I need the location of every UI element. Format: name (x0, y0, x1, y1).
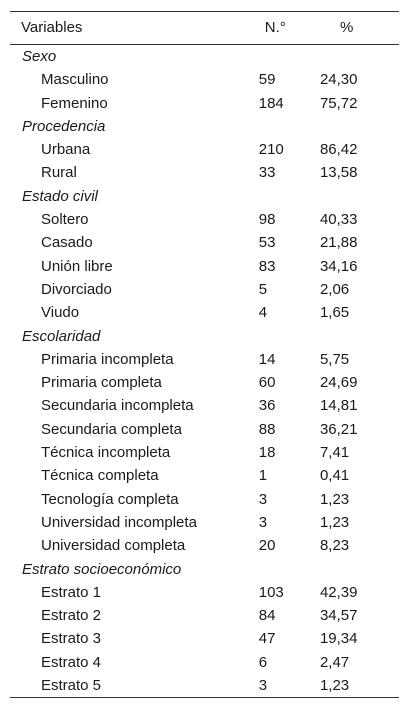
row-percent: 42,39 (319, 583, 358, 601)
row-count: 59 (258, 71, 276, 89)
group-label: Procedencia (22, 117, 106, 135)
row-label: Urbana (41, 141, 91, 159)
row-percent: 34,57 (319, 607, 358, 625)
table-row (10, 348, 399, 371)
table-row (10, 138, 399, 161)
group-header-row (10, 558, 399, 581)
row-count: 14 (258, 350, 276, 368)
row-percent: 1,23 (319, 513, 350, 531)
table-row (10, 278, 399, 301)
row-percent: 13,58 (319, 164, 358, 182)
row-percent: 2,06 (319, 280, 350, 298)
row-percent: 21,88 (319, 234, 358, 252)
row-label: Universidad completa (41, 537, 186, 555)
row-label: Casado (41, 234, 93, 252)
row-percent: 40,33 (319, 211, 358, 229)
group-header-row (10, 45, 399, 69)
table-row (10, 534, 399, 557)
row-label: Soltero (41, 211, 89, 229)
header-n: N.° (259, 12, 320, 45)
row-label: Técnica completa (41, 467, 159, 485)
row-label: Femenino (41, 94, 108, 112)
row-count: 98 (258, 211, 276, 229)
table-row (10, 464, 399, 487)
row-percent: 5,75 (319, 350, 350, 368)
row-percent: 34,16 (319, 257, 358, 275)
row-label: Estrato 3 (41, 630, 102, 648)
row-percent: 75,72 (319, 94, 358, 112)
row-label: Rural (41, 164, 77, 182)
demographics-table (10, 11, 399, 698)
row-percent: 1,65 (319, 304, 350, 322)
row-count: 47 (258, 630, 276, 648)
row-label: Secundaria incompleta (41, 397, 194, 415)
row-percent: 1,23 (320, 674, 399, 698)
table-row (10, 301, 399, 324)
table-row (10, 255, 399, 278)
row-percent: 0,41 (319, 467, 350, 485)
row-percent: 19,34 (319, 630, 358, 648)
row-count: 1 (258, 467, 268, 485)
row-percent: 14,81 (319, 397, 358, 415)
row-label: Masculino (41, 71, 109, 89)
row-label: Tecnología completa (41, 490, 179, 508)
row-count: 3 (259, 674, 320, 698)
table-row (10, 604, 399, 627)
table-row (10, 674, 399, 698)
table-row (10, 441, 399, 464)
row-label: Estrato 1 (41, 583, 102, 601)
row-count: 18 (258, 444, 276, 462)
table-row (10, 511, 399, 534)
row-count: 33 (258, 164, 276, 182)
row-percent: 24,30 (319, 71, 358, 89)
table-row (10, 92, 399, 115)
row-count: 60 (258, 374, 276, 392)
table-row (10, 581, 399, 604)
row-percent: 7,41 (319, 444, 350, 462)
row-count: 20 (258, 537, 276, 555)
row-count: 6 (258, 653, 268, 671)
table-row (10, 394, 399, 417)
row-percent: 86,42 (319, 141, 358, 159)
group-label: Estado civil (22, 187, 98, 205)
table-header-row (10, 12, 399, 45)
table-body (10, 45, 399, 698)
row-count: 3 (258, 490, 268, 508)
table-row (10, 627, 399, 650)
table-row (10, 161, 399, 184)
row-count: 5 (258, 280, 268, 298)
row-label: Estrato 4 (41, 653, 102, 671)
row-label: Primaria incompleta (41, 350, 174, 368)
row-count: 210 (258, 141, 284, 159)
group-header-row (10, 115, 399, 138)
row-count: 36 (258, 397, 276, 415)
group-header-row (10, 325, 399, 348)
row-label: Divorciado (41, 280, 112, 298)
data-table-container (10, 11, 399, 698)
group-label: Escolaridad (22, 327, 101, 345)
header-percent: % (320, 12, 399, 45)
row-percent: 2,47 (319, 653, 350, 671)
header-variables: Variables (10, 12, 259, 45)
row-count: 4 (258, 304, 268, 322)
table-row (10, 418, 399, 441)
row-percent: 8,23 (319, 537, 350, 555)
row-count: 184 (258, 94, 284, 112)
row-percent: 36,21 (319, 420, 358, 438)
row-count: 88 (258, 420, 276, 438)
row-percent: 24,69 (319, 374, 358, 392)
row-label: Técnica incompleta (41, 444, 171, 462)
group-label: Sexo (22, 48, 57, 65)
table-row (10, 231, 399, 254)
table-row (10, 208, 399, 231)
row-label: Universidad incompleta (41, 513, 197, 531)
group-label: Estrato socioeconómico (22, 560, 182, 578)
row-percent: 1,23 (319, 490, 350, 508)
row-count: 3 (258, 513, 268, 531)
table-row (10, 68, 399, 91)
row-count: 83 (258, 257, 276, 275)
row-label: Estrato 2 (41, 607, 102, 625)
row-label: Primaria completa (41, 374, 162, 392)
row-label: Estrato 5 (10, 674, 259, 698)
row-count: 103 (258, 583, 284, 601)
table-row (10, 371, 399, 394)
row-label: Unión libre (41, 257, 113, 275)
row-count: 84 (258, 607, 276, 625)
row-count: 53 (258, 234, 276, 252)
row-label: Secundaria completa (41, 420, 182, 438)
table-row (10, 651, 399, 674)
row-label: Viudo (41, 304, 80, 322)
group-header-row (10, 185, 399, 208)
table-row (10, 488, 399, 511)
